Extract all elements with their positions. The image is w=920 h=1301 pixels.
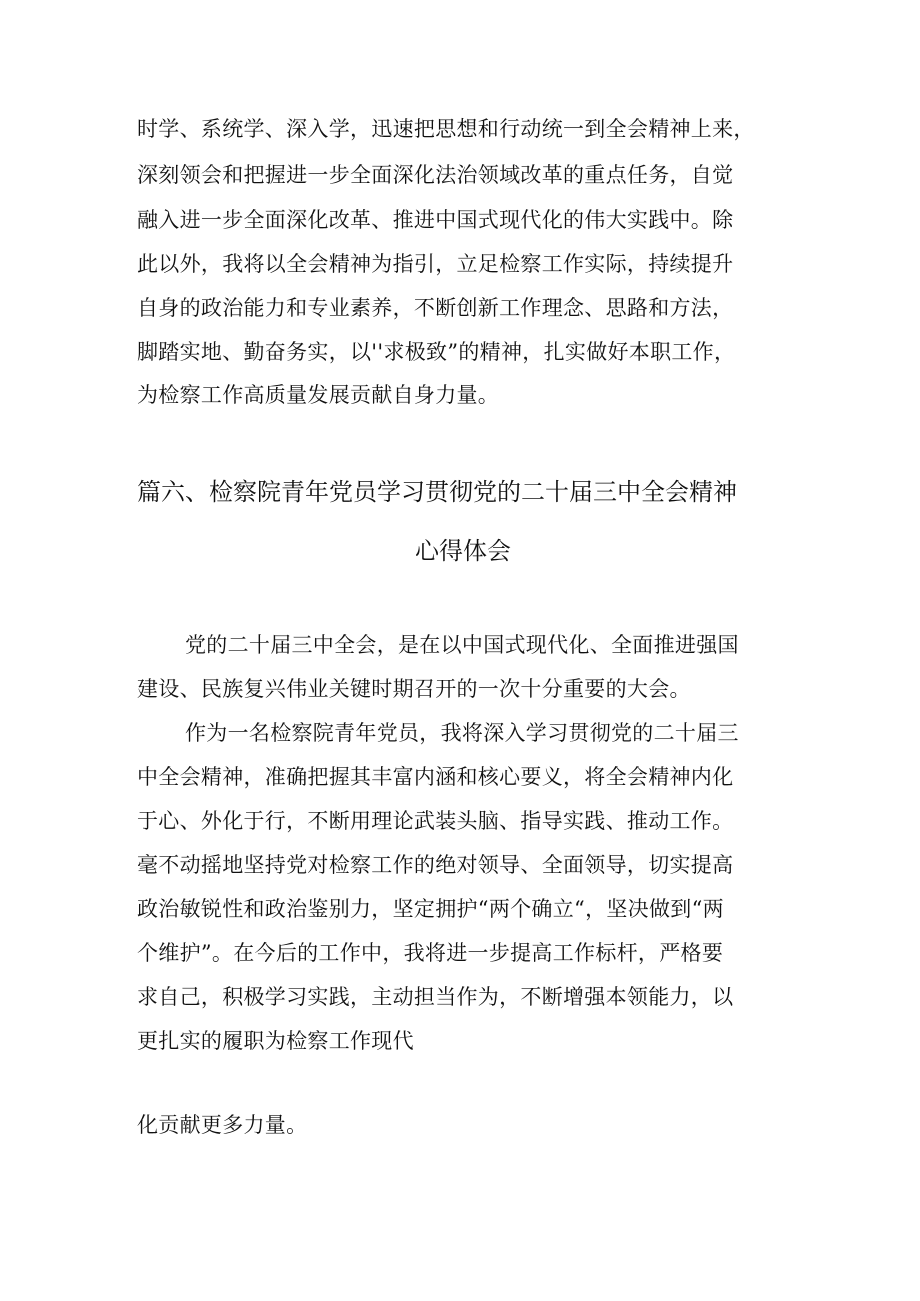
text-line: 中全会精神，准确把握其丰富内涵和核心要义，将全会精神内化 — [137, 765, 734, 789]
paragraph-tail-line: 化贡献更多力量。 — [137, 1113, 308, 1137]
text-line: 建设、民族复兴伟业关键时期召开的一次十分重要的大会。 — [137, 677, 691, 701]
section-subtitle: 心得体会 — [415, 537, 511, 565]
text-line: 脚踏实地、勤奋务实，以''求极致”的精神，扎实做好本职工作， — [137, 340, 736, 364]
text-line: 为检察工作高质量发展贡献自身力量。 — [137, 383, 500, 407]
text-line: 党的二十届三中全会，是在以中国式现代化、全面推进强国 — [185, 633, 739, 657]
text-line: 深刻领会和把握进一步全面深化法治领域改革的重点任务，自觉 — [137, 163, 734, 187]
text-line: 作为一名检察院青年党员，我将深入学习贯彻党的二十届三 — [185, 721, 739, 745]
text-line: 于心、外化于行，不断用理论武装头脑、指导实践、推动工作。 — [137, 809, 734, 833]
text-line: 融入进一步全面深化改革、推进中国式现代化的伟大实践中。除 — [137, 208, 734, 232]
text-line: 求自己，积极学习实践，主动担当作为，不断增强本领能力，以 — [137, 985, 734, 1009]
text-line: 个维护”。在今后的工作中，我将进一步提高工作标杆，严格要 — [137, 941, 724, 965]
text-line: 政治敏锐性和政治鉴别力，坚定拥护“两个确立“，坚决做到“两 — [137, 897, 724, 921]
text-line: 更扎实的履职为检察工作现代 — [137, 1029, 414, 1053]
text-line: 时学、系统学、深入学，迅速把思想和行动统一到全会精神上来， — [137, 117, 755, 141]
section-title: 篇六、检察院青年党员学习贯彻党的二十届三中全会精神 — [137, 478, 737, 506]
text-line: 自身的政治能力和专业素养，不断创新工作理念、思路和方法， — [137, 296, 734, 320]
text-line: 毫不动摇地坚持党对检察工作的绝对领导、全面领导，切实提高 — [137, 853, 734, 877]
text-line: 此以外，我将以全会精神为指引，立足检察工作实际，持续提升 — [137, 252, 734, 276]
